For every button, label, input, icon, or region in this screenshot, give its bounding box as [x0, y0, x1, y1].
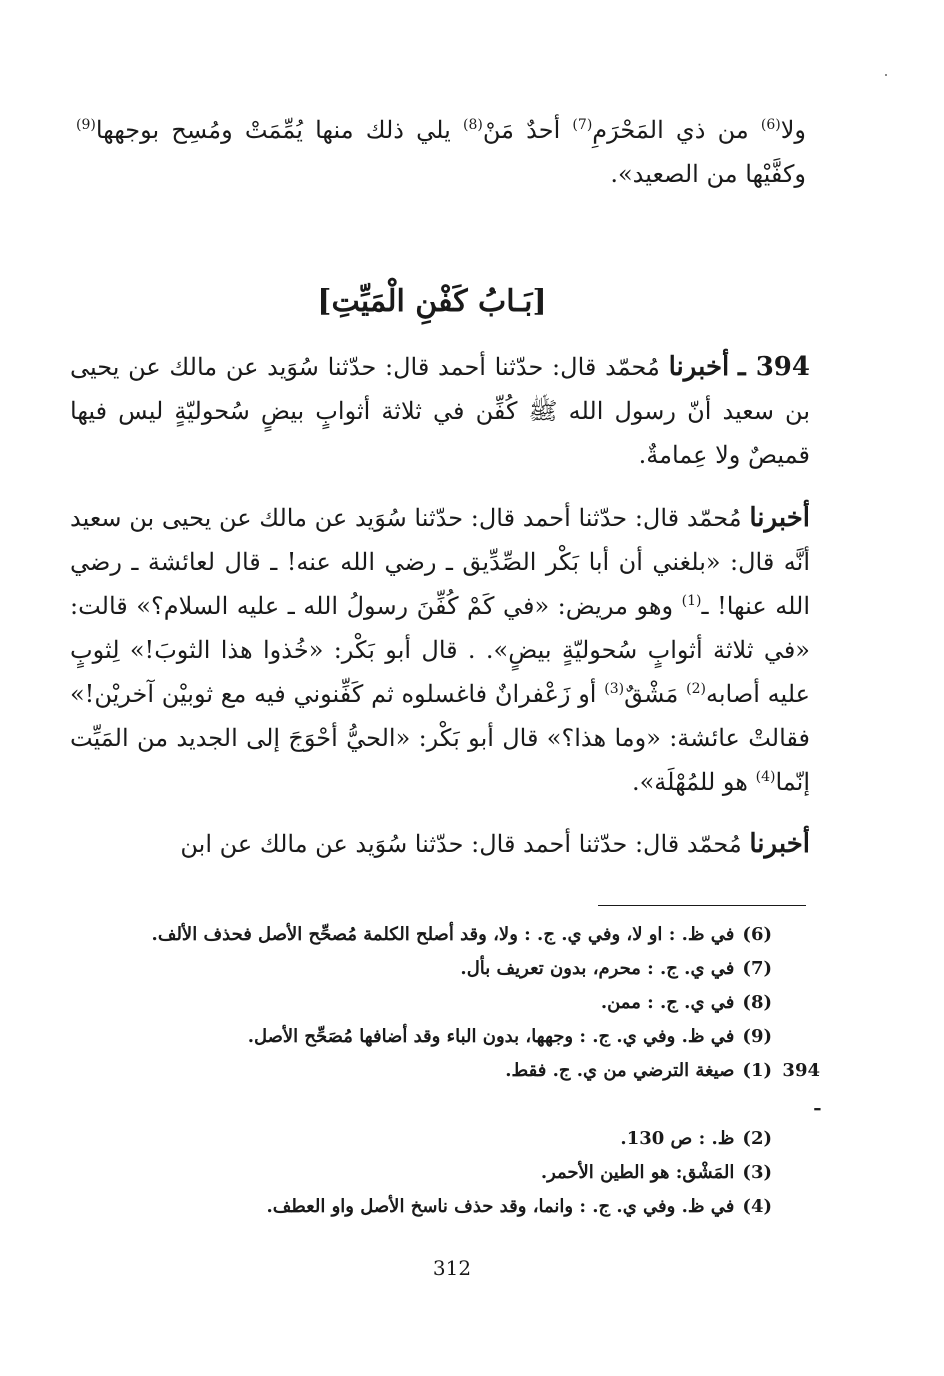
footnote-text: صيغة الترضي من ي. ج. فقط. — [505, 1060, 735, 1081]
intro-text-4: يلي ذلك منها يُمِّمَتْ ومُسِح بوجهها — [95, 116, 463, 144]
footnote-group — [772, 1156, 820, 1190]
footnotes — [78, 918, 820, 1224]
footnote-group — [772, 1190, 820, 1224]
hadith-394-lead: أخبرنا — [668, 352, 730, 382]
footnote-text: المَشْق: هو الطين الأحمر. — [540, 1162, 735, 1183]
footnote-number: (2) — [742, 1128, 772, 1149]
footnote-number: (9) — [742, 1026, 772, 1047]
footnote-group — [772, 918, 820, 952]
footnote-text: في ظ. : او لا، وفي ي. ج. : ولا، وقد أصلح الكلمة مُصحِّح الأصل فحذف الألف. — [151, 924, 735, 945]
note-ref-3: (3) — [604, 681, 625, 697]
intro-text-3: أحدٌ مَنْ — [482, 116, 573, 144]
footnote-item — [78, 1190, 820, 1224]
footnote-item — [78, 1054, 820, 1122]
hadith-number: 394 ـ — [737, 352, 810, 382]
footnote-number: (3) — [742, 1162, 772, 1183]
scan-speck — [885, 74, 887, 76]
intro-text-1: ولا — [780, 116, 807, 144]
footnote-group — [772, 1122, 820, 1156]
footnote-group: 394 ـ — [782, 1060, 820, 1115]
footnote-item — [78, 1020, 820, 1054]
footnote-item — [78, 1122, 820, 1156]
footnote-text: في ظ. وفي ي. ج. : وجهها، بدون الباء وقد أضافها مُصَحِّح الأصل. — [247, 1026, 735, 1047]
footnote-item — [78, 918, 820, 952]
intro-text-5: وكفَّيْها من الصعيد». — [610, 160, 806, 188]
page-number: 312 — [432, 1256, 472, 1280]
hadith-394-paragraph — [70, 345, 810, 477]
narration-2-text-3: مَشْقٌ — [624, 680, 687, 708]
footnote-number: (6) — [742, 924, 772, 945]
footnote-text: ظ. : ص 130. — [620, 1128, 735, 1149]
intro-text-2: من ذي المَحْرَمِ — [592, 116, 761, 144]
narration-3-lead: أخبرنا — [749, 829, 810, 859]
footnote-group — [772, 1020, 820, 1054]
note-ref-7: (7) — [572, 117, 593, 133]
chapter-heading: [بَـابُ كَفْنِ الْمَيِّتِ] — [317, 284, 547, 319]
footnote-text: في ي. ج. : ممن. — [600, 992, 735, 1013]
footnote-text: في ظ. وفي ي. ج. : وانما، وقد حذف ناسخ الأصل واو العطف. — [266, 1196, 735, 1217]
note-ref-4: (4) — [755, 769, 776, 785]
note-ref-2: (2) — [686, 681, 706, 697]
footnote-separator — [598, 905, 806, 906]
narration-3-text: مُحمّد قال: حدّثنا أحمد قال: حدّثنا سُوَيد عن مالك عن ابن — [180, 830, 750, 858]
footnote-item — [78, 952, 820, 986]
footnote-item — [78, 986, 820, 1020]
narration-2-text-5: هو للمُهْلَة». — [631, 768, 756, 796]
footnote-group — [772, 952, 820, 986]
footnote-number: (1) — [742, 1060, 772, 1081]
note-ref-8: (8) — [462, 117, 483, 133]
narration-paragraph-3 — [70, 822, 810, 866]
narration-2-lead: أخبرنا — [749, 503, 810, 533]
footnote-number: (8) — [742, 992, 772, 1013]
narration-2-text-2: وهو مريض: «في كَمْ كُفِّنَ رسولُ الله ـ عليه السلام؟» قالت: «في ثلاثة أثوابٍ سُحوليّةٍ بيضٍ». . قال أبو بَكْر: «خُذوا هذا الثوبَ!» لِثوبٍ عليه أصابه — [70, 592, 810, 708]
hadith-394-text: مُحمّد قال: حدّثنا أحمد قال: حدّثنا سُوَيد عن مالك عن يحيى بن سعيد أنّ رسول الله ﷺ كُفِّن في ثلاثة أثوابٍ بيضٍ سُحوليّةٍ ليس فيها قميصٌ ولا عِمامةٌ. — [70, 353, 810, 469]
note-ref-9: (9) — [76, 117, 96, 133]
footnote-number: (4) — [742, 1196, 772, 1217]
footnote-item — [78, 1156, 820, 1190]
footnote-text: في ي. ج. : محرم، بدون تعريف بأل. — [460, 958, 735, 979]
note-ref-6: (6) — [760, 117, 781, 133]
footnote-number: (7) — [742, 958, 772, 979]
footnote-group — [772, 986, 820, 1020]
narration-2-text-1: مُحمّد قال: حدّثنا أحمد قال: حدّثنا سُوَيد عن مالك عن يحيى بن سعيد أنَّه قال: «بلغني أن أبا بَكْر الصِّدِّيق ـ رضي الله عنه! ـ قال لعائشة ـ رضي الله عنها! ـ — [70, 504, 811, 620]
narration-paragraph-2 — [70, 496, 810, 804]
narration-2-text-4: أو زَعْفرانٌ فاغسلوه ثم كَفِّنوني فيه مع ثوبيْن آخريْن!» فقالتْ عائشة: «وما هذا؟» قال أبو بَكْر: «الحيُّ أحْوَجَ إلى الجديد من المَيِّت إنّما — [70, 680, 810, 796]
continuation-paragraph — [76, 108, 806, 196]
note-ref-1: (1) — [681, 593, 702, 609]
